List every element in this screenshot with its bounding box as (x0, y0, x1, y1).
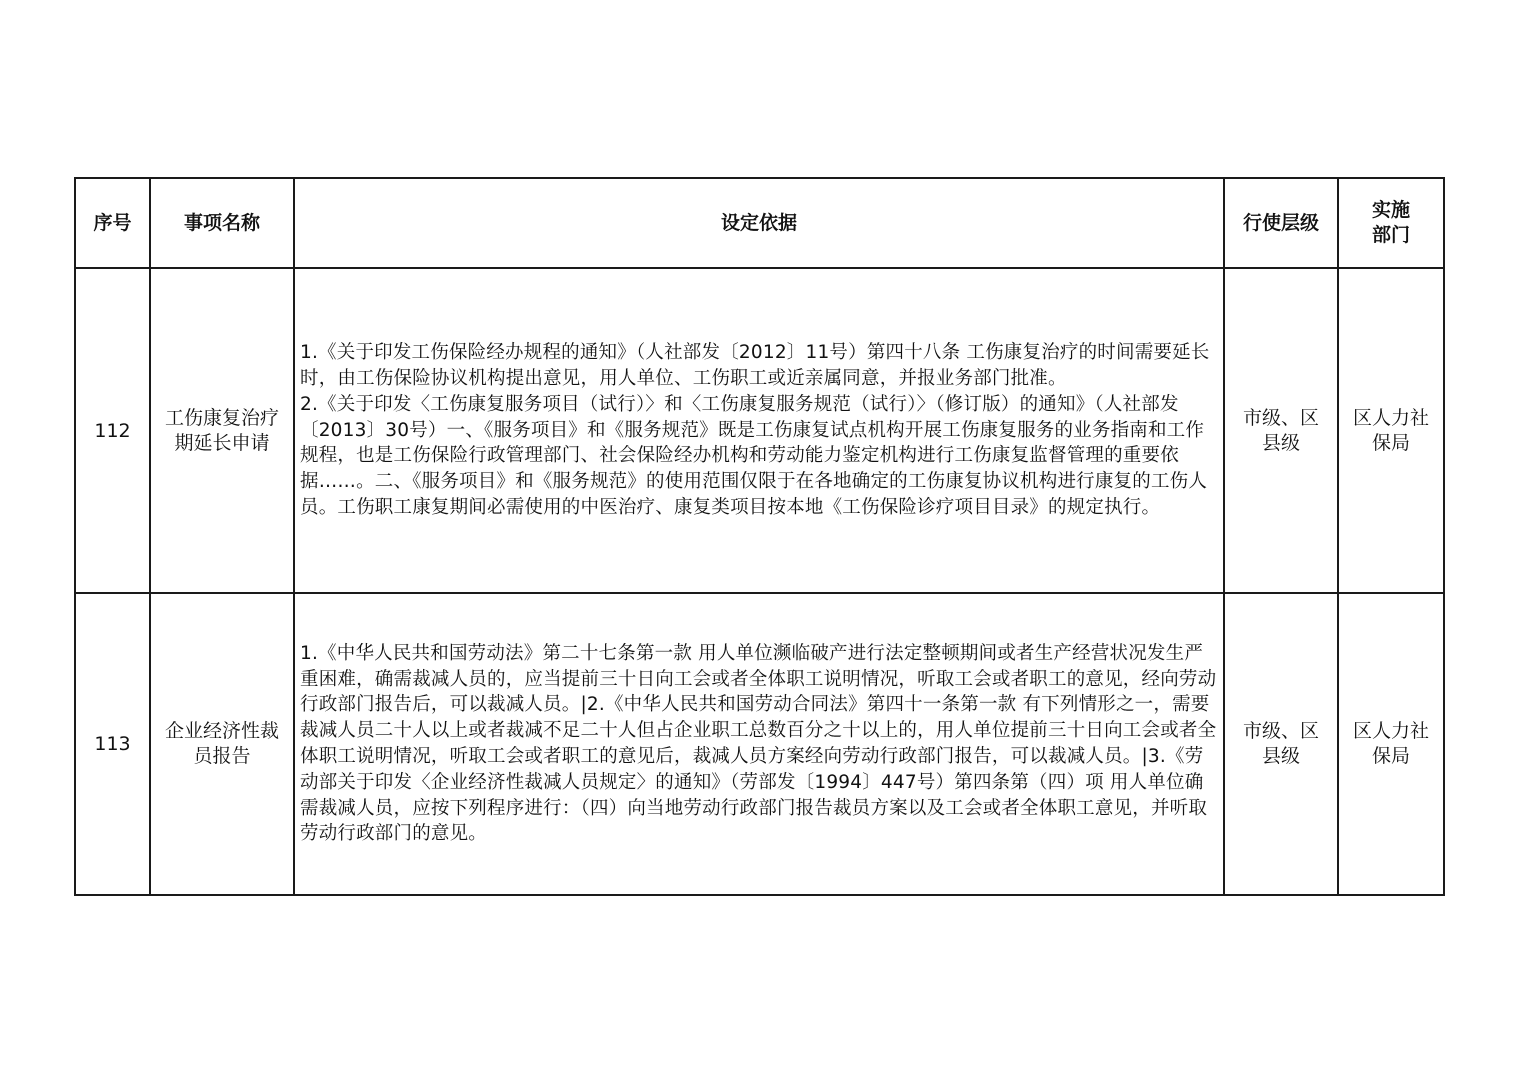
header-level: 行使层级 (1224, 178, 1338, 268)
dept-text: 区人力社保局 (1352, 406, 1429, 454)
level-cell (1224, 593, 1338, 895)
level-text: 市级、区县级 (1242, 406, 1319, 454)
header-basis: 设定依据 (294, 178, 1224, 268)
level-cell (1224, 268, 1338, 593)
dept-text: 区人力社保局 (1352, 720, 1429, 767)
level-text: 市级、区县级 (1242, 720, 1319, 767)
header-dept (1338, 178, 1444, 268)
basis-text: 1.《中华人民共和国劳动法》第二十七条第一款 用人单位濒临破产进行法定整顿期间或者生产经营状况发生严重困难，确需裁减人员的，应当提前三十日向工会或者全体职工说明情况，听取工会或者职工的意见，经向劳动行政部门报告后，可以裁减人员。|2.《中华人民共和国劳动合同法》第四十一条第一款 有下列情形之一，需要裁减人员二十人以上或者裁减不足二十人但占企业职工总数百分之十以上的，用人单位提前三十日向工会或者全体职工说明情况，听取工会或者职工的意见后，裁减人员方案经向劳动行政部门报告，可以裁减人员。|3.《劳动部关于印发〈企业经济性裁减人员规定〉的通知》（劳部发〔1994〕447号）第四条第（四）项 用人单位确需裁减人员，应按下列程序进行：（四）向当地劳动行政部门报告裁员方案以及工会或者全体职工意见，并听取劳动行政部门的意见。 (300, 642, 1217, 845)
dept-cell (1338, 268, 1444, 593)
row-number: 113 (75, 593, 150, 895)
items-table (74, 177, 1445, 896)
table-row (75, 593, 1444, 895)
item-name-cell (150, 593, 294, 895)
header-name: 事项名称 (150, 178, 294, 268)
item-name: 工伤康复治疗期延长申请 (164, 406, 279, 454)
table-row (75, 268, 1444, 593)
basis-text: 1.《关于印发工伤保险经办规程的通知》（人社部发〔2012〕11号）第四十八条 工伤康复治疗的时间需要延长时，由工伤保险协议机构提出意见，用人单位、工伤职工或近亲属同意，并报业务部门批准。 2.《关于印发〈工伤康复服务项目（试行）〉和〈工伤康复服务规范（试行）〉（修订版）的通知》（人社部发〔2013〕30号）一、《服务项目》和《服务规范》既是工伤康复试点机构开展工伤康复服务的业务指南和工作规程，也是工伤保险行政管理部门、社会保险经办机构和劳动能力鉴定机构进行工伤康复监督管理的重要依据……。二、《服务项目》和《服务规范》的使用范围仅限于在各地确定的工伤康复协议机构进行康复的工伤人员。工伤职工康复期间必需使用的中医治疗、康复类项目按本地《工伤保险诊疗项目目录》的规定执行。 (300, 342, 1210, 518)
basis-cell (294, 593, 1224, 895)
basis-cell (294, 268, 1224, 593)
dept-cell (1338, 593, 1444, 895)
item-name-cell (150, 268, 294, 593)
row-number: 112 (75, 268, 150, 593)
header-dept-label: 实施部门 (1371, 199, 1410, 246)
header-no: 序号 (75, 178, 150, 268)
table-header-row (75, 178, 1444, 268)
item-name: 企业经济性裁员报告 (164, 720, 279, 767)
